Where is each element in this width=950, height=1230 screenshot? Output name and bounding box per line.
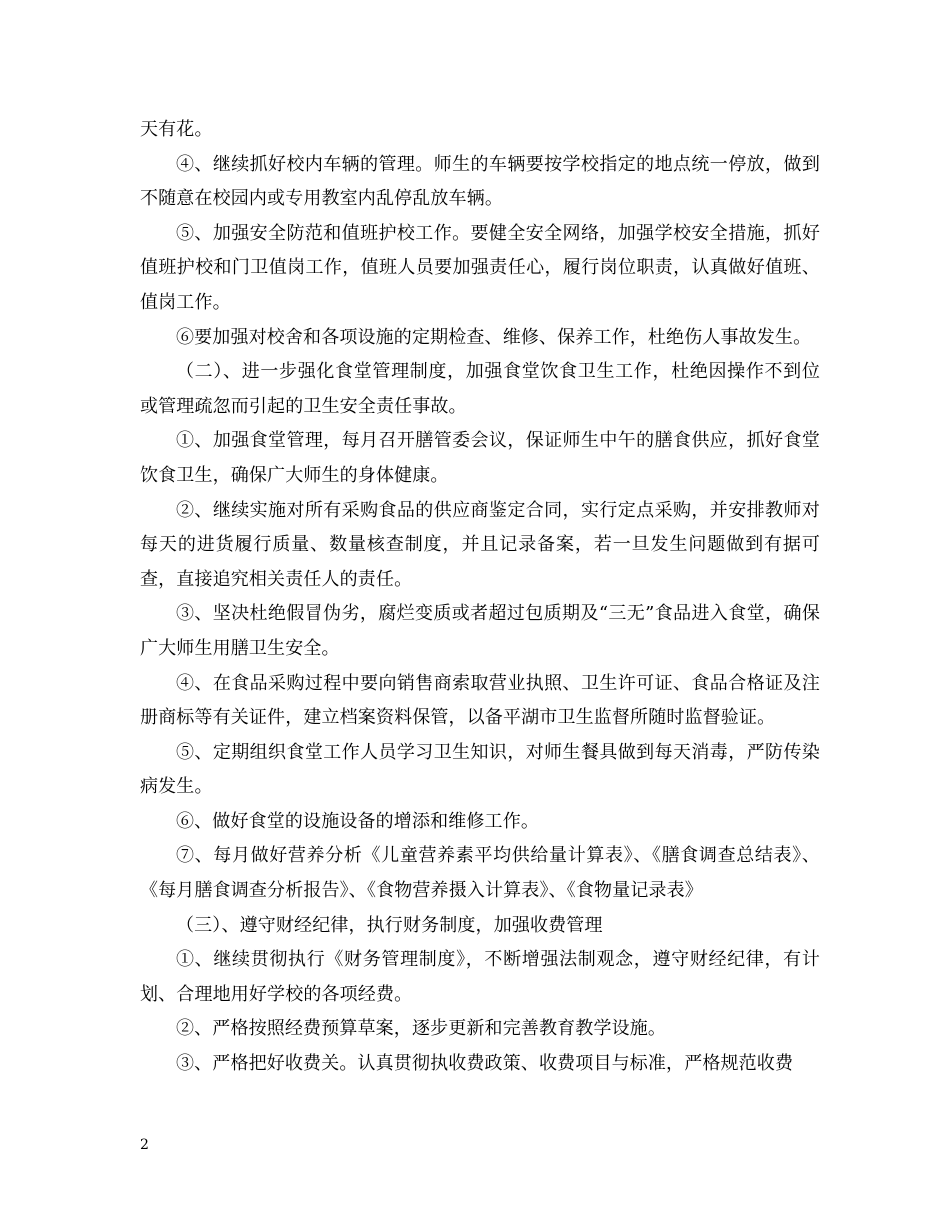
page-number: 2 (140, 1137, 149, 1153)
paragraph: ③、坚决杜绝假冒伪劣，腐烂变质或者超过包质期及“三无”食品进入食堂，确保广大师生用膳卫生安全。 (140, 603, 820, 659)
paragraph: ⑤、定期组织食堂工作人员学习卫生知识，对师生餐具做到每天消毒，严防传染病发生。 (140, 741, 820, 798)
paragraph: ④、继续抓好校内车辆的管理。师生的车辆要按学校指定的地点统一停放，做到不随意在校园内或专用教室内乱停乱放车辆。 (140, 153, 820, 210)
paragraph: ①、继续贯彻执行《财务管理制度》，不断增强法制观念，遵守财经纪律，有计划、合理地用好学校的各项经费。 (140, 949, 820, 1005)
paragraph: ⑤、加强安全防范和值班护校工作。要健全安全网络，加强学校安全措施，抓好值班护校和门卫值岗工作，值班人员要加强责任心，履行岗位职责，认真做好值班、值岗工作。 (140, 222, 820, 313)
paragraph: ⑦、每月做好营养分析《儿童营养素平均供给量计算表》、《膳食调查总结表》、《每月膳食调查分析报告》、《食物营养摄入计算表》、《食物量记录表》 (140, 845, 820, 902)
paragraph: ①、加强食堂管理，每月召开膳管委会议，保证师生中午的膳食供应，抓好食堂饮食卫生，确保广大师生的身体健康。 (140, 430, 820, 486)
paragraph: ②、继续实施对所有采购食品的供应商鉴定合同，实行定点采购，并安排教师对每天的进货履行质量、数量核查制度，并且记录备案，若一旦发生问题做到有据可查，直接追究相关责任人的责任。 (140, 499, 820, 590)
paragraph: 天有花。 (140, 119, 213, 140)
body-text (140, 113, 820, 1082)
paragraph: ⑥、做好食堂的设施设备的增添和维修工作。 (176, 810, 539, 832)
paragraph: ④、在食品采购过程中要向销售商索取营业执照、卫生许可证、食品合格证及注册商标等有关证件，建立档案资料保管，以备平湖市卫生监督所随时监督验证。 (140, 672, 820, 729)
paragraph: ②、严格按照经费预算草案，逐步更新和完善教育教学设施。 (176, 1018, 667, 1040)
paragraph: ⑥要加强对校舍和各项设施的定期检查、维修、保养工作，杜绝伤人事故发生。 (176, 326, 812, 348)
paragraph: （三）、遵守财经纪律，执行财务制度，加强收费管理 (176, 914, 603, 936)
paragraph: ③、严格把好收费关。认真贯彻执收费政策、收费项目与标准，严格规范收费 (176, 1053, 794, 1075)
paragraph: （二）、进一步强化食堂管理制度，加强食堂饮食卫生工作，杜绝因操作不到位或管理疏忽而引起的卫生安全责任事故。 (140, 361, 820, 417)
